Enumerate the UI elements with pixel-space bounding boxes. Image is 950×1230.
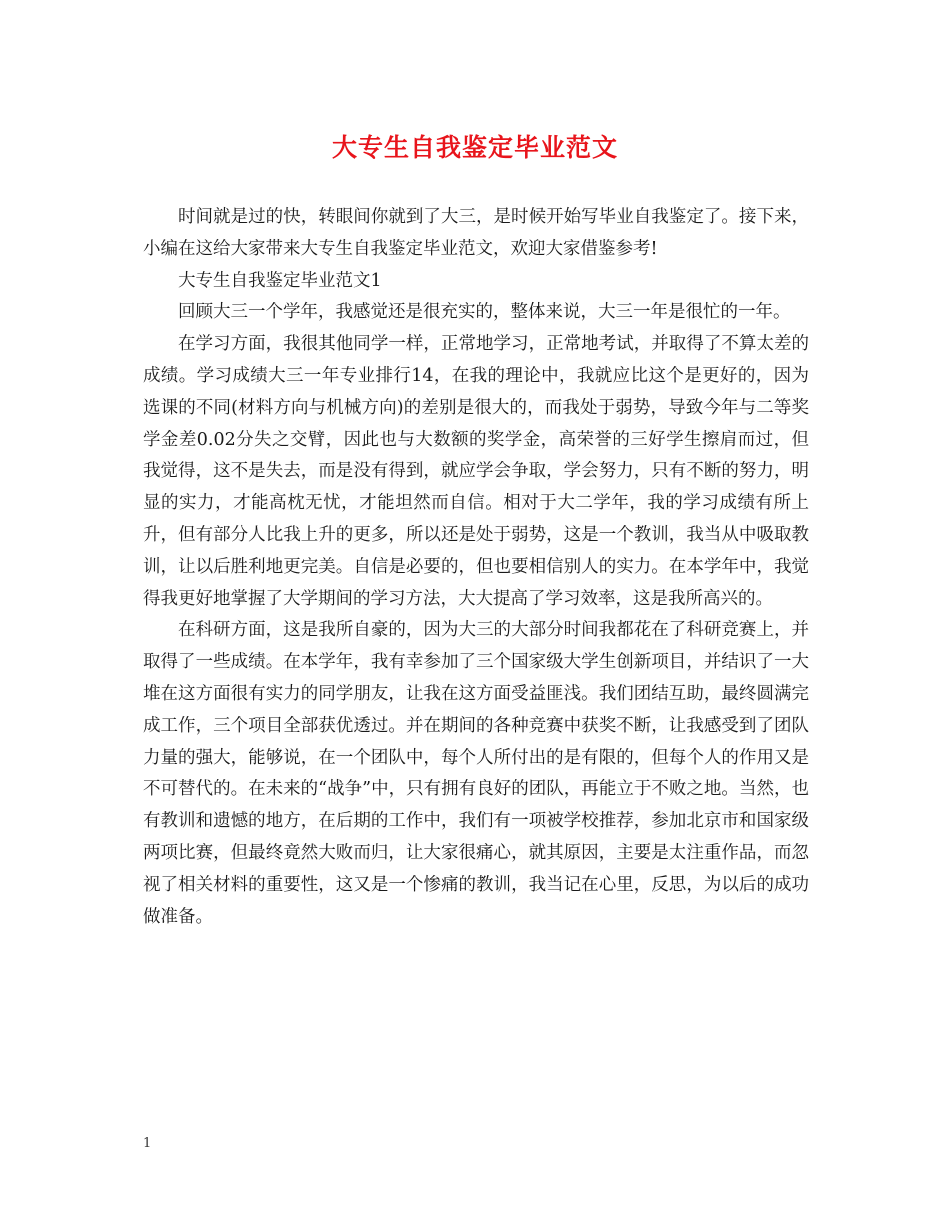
intro-paragraph: 时间就是过的快，转眼间你就到了大三，是时候开始写毕业自我鉴定了。接下来，小编在这给大家带来大专生自我鉴定毕业范文，欢迎大家借鉴参考! [143,207,809,259]
body-paragraph: 在科研方面，这是我所自豪的，因为大三的大部分时间我都花在了科研竞赛上，并取得了一些成绩。在本学年，我有幸参加了三个国家级大学生创新项目，并结识了一大堆在这方面很有实力的同学朋友，让我在这方面受益匪浅。我们团结互助，最终圆满完成工作，三个项目全部获优透过。并在期间的各种竞赛中获奖不断，让我感受到了团队力量的强大，能够说，在一个团队中，每个人所付出的是有限的，但每个人的作用又是不可替代的。在未来的“战争”中，只有拥有良好的团队，再能立于不败之地。当然，也有教训和遗憾的地方，在后期的工作中，我们有一项被学校推荐，参加北京市和国家级两项比赛，但最终竟然大败而归，让大家很痛心，就其原因，主要是太注重作品，而忽视了相关材料的重要性，这又是一个惨痛的教训，我当记在心里，反思，为以后的成功做准备。 [143,620,809,927]
document-title: 大专生自我鉴定毕业范文 [331,133,618,162]
body-paragraph: 回顾大三一个学年，我感觉还是很充实的，整体来说，大三一年是很忙的一年。 [178,302,791,323]
document-body [143,202,809,933]
page-number: 1 [143,1136,152,1151]
body-paragraph: 在学习方面，我很其他同学一样，正常地学习，正常地考试，并取得了不算太差的成绩。学习成绩大三一年专业排行14，在我的理论中，我就应比这个是更好的，因为选课的不同(材料方向与机械方向)的差别是很大的，而我处于弱势，导致今年与二等奖学金差0.02分失之交臂，因此也与大数额的奖学金，高荣誉的三好学生擦肩而过，但我觉得，这不是失去，而是没有得到，就应学会争取，学会努力，只有不断的努力，明显的实力，才能高枕无忧，才能坦然而自信。相对于大二学年，我的学习成绩有所上升，但有部分人比我上升的更多，所以还是处于弱势，这是一个教训，我当从中吸取教训，让以后胜利地更完美。自信是必要的，但也要相信别人的实力。在本学年中，我觉得我更好地掌握了大学期间的学习方法，大大提高了学习效率，这是我所高兴的。 [143,334,809,609]
section-heading: 大专生自我鉴定毕业范文1 [178,270,382,291]
